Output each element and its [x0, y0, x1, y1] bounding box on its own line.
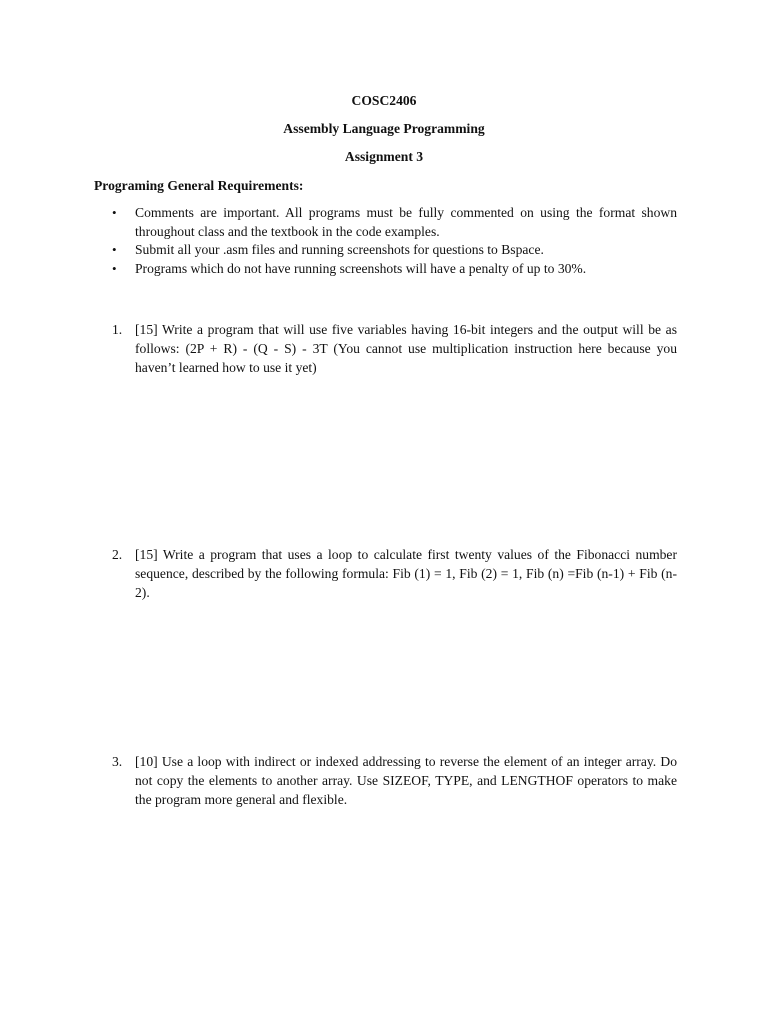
requirement-text: Comments are important. All programs must be fully commented on using the format shown throughout class and the textbook in the code examples. — [135, 205, 677, 239]
requirement-text: Submit all your .asm files and running screenshots for questions to Bspace. — [135, 242, 544, 258]
bullet-icon: • — [112, 242, 117, 258]
assignment-title: Assignment 3 — [344, 149, 424, 164]
question-number: 2. — [112, 547, 123, 562]
question-text: [10] Use a loop with indirect or indexed addressing to reverse the element of an integer array. Do not copy the elements to another array. Use SIZEOF, TYPE, and LENGTHOF operators to make the program more general and flexible. — [135, 754, 677, 808]
requirement-item — [112, 204, 677, 241]
requirements-list — [0, 204, 768, 278]
question-number: 1. — [112, 322, 123, 337]
course-code: COSC2406 — [351, 93, 417, 108]
requirement-item — [112, 260, 677, 279]
requirement-text: Programs which do not have running screenshots will have a penalty of up to 30%. — [135, 260, 587, 276]
bullet-icon: • — [112, 205, 117, 220]
course-title: Assembly Language Programming — [283, 121, 485, 136]
question-number: 3. — [112, 754, 123, 769]
bullet-icon: • — [112, 260, 117, 276]
question-text: [15] Write a program that uses a loop to calculate first twenty values of the Fibonacci number sequence, described by the following formula: Fib (1) = 1, Fib (2) = 1, Fib (n) =Fib (n-1) + Fib (n-2). — [135, 547, 677, 601]
requirement-item — [112, 241, 677, 260]
question-text: [15] Write a program that will use five variables having 16-bit integers and the output will be as follows: (2P + R) - (Q - S) - 3T (You cannot use multiplication instruction here because you haven’t learned how to use it yet) — [135, 322, 677, 376]
requirements-heading: Programing General Requirements: — [94, 178, 304, 193]
